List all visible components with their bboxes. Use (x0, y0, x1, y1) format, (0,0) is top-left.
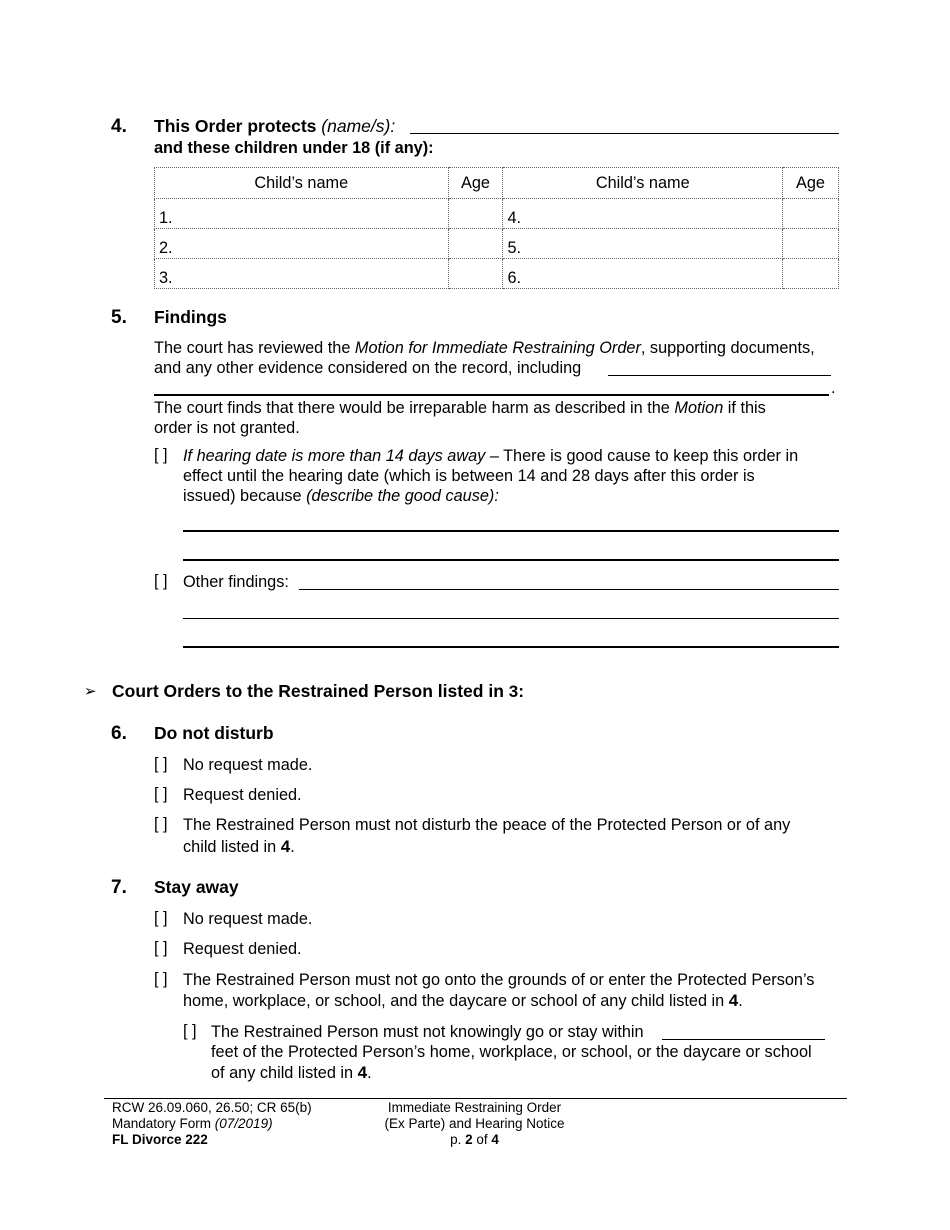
table-row (155, 229, 839, 259)
s6-denied-checkbox[interactable]: [ ] (154, 785, 168, 803)
section-4-title-bold: This Order protects (154, 116, 317, 136)
s7-no-request-label: No request made. (183, 910, 313, 928)
text: . (290, 838, 295, 856)
footer-rcw: RCW 26.09.060, 26.50; CR 65(b) (112, 1100, 312, 1115)
section-7-number: 7. (111, 877, 127, 898)
text-italic: (describe the good cause): (306, 487, 499, 505)
child-age-cell[interactable] (783, 199, 839, 229)
text-italic: Motion for Immediate Restraining Order (354, 339, 641, 357)
findings-paragraph-line2: and any other evidence considered on the record, including (154, 359, 582, 377)
text: The court finds that there would be irreparable harm as described in the (154, 399, 675, 417)
text: , supporting documents, (640, 339, 815, 357)
s7-grounds-checkbox[interactable]: [ ] (154, 970, 168, 988)
good-cause-line2: effect until the hearing date (which is between 14 and 28 days after this order is (183, 467, 755, 485)
distance-feet-line[interactable] (662, 1039, 825, 1040)
text: of (472, 1132, 492, 1147)
other-findings-checkbox[interactable]: [ ] (154, 572, 168, 590)
child-name-cell[interactable]: 4. (503, 199, 783, 229)
court-orders-heading (112, 681, 524, 702)
good-cause-line-a[interactable] (183, 530, 839, 532)
text: – There is good cause to keep this order in (485, 447, 799, 465)
child-age-cell[interactable] (783, 229, 839, 259)
text: if this (723, 399, 766, 417)
text: . (738, 992, 743, 1010)
text: issued) because (183, 487, 307, 505)
other-findings-label: Other findings: (183, 573, 289, 591)
evidence-line-2[interactable] (154, 394, 829, 396)
child-name-cell[interactable]: 6. (503, 259, 783, 289)
footer-middle (372, 1100, 577, 1148)
section-ref: 4 (728, 991, 739, 1010)
arrow-bullet-icon: ➢ (84, 683, 97, 700)
protected-names-line[interactable] (410, 133, 839, 134)
s6-disturb-line1: The Restrained Person must not disturb the peace of the Protected Person or of any (183, 816, 791, 834)
section-6-number: 6. (111, 723, 127, 744)
section-6-title: Do not disturb (154, 723, 274, 743)
child-age-cell[interactable] (783, 259, 839, 289)
current-page: 2 (465, 1132, 473, 1147)
section-4-title (154, 116, 395, 136)
section-5-title: Findings (154, 307, 227, 327)
section-4-number: 4. (111, 116, 127, 137)
total-pages: 4 (491, 1132, 499, 1147)
footer-form-subtitle: (Ex Parte) and Hearing Notice (384, 1116, 565, 1131)
s6-no-request-checkbox[interactable]: [ ] (154, 755, 168, 773)
child-age-cell[interactable] (448, 199, 503, 229)
footer-form-id: FL Divorce 222 (112, 1132, 208, 1147)
s7-grounds-line2 (183, 991, 743, 1011)
child-age-cell[interactable] (448, 229, 503, 259)
text: The court has reviewed the (154, 339, 355, 357)
text: Mandatory Form (112, 1116, 215, 1131)
section-ref: 4 (280, 837, 291, 856)
s6-denied-label: Request denied. (183, 786, 302, 804)
child-name-cell[interactable]: 2. (155, 229, 449, 259)
good-cause-line1 (183, 446, 798, 466)
text-italic: If hearing date is more than 14 days away (183, 447, 486, 465)
evidence-line-1[interactable] (608, 375, 831, 376)
section-4-title-italic: (name/s): (321, 116, 396, 136)
section-7-title: Stay away (154, 877, 239, 897)
child-name-cell[interactable]: 3. (155, 259, 449, 289)
other-findings-line-c[interactable] (183, 646, 839, 648)
good-cause-checkbox[interactable]: [ ] (154, 446, 168, 464)
text: . (367, 1064, 372, 1082)
text: of any child listed in (211, 1064, 358, 1082)
children-table (154, 167, 839, 289)
text-italic: Motion (674, 399, 724, 417)
header-age-2: Age (783, 168, 839, 199)
evidence-line-end: . (831, 379, 836, 397)
child-name-cell[interactable]: 1. (155, 199, 449, 229)
s7-denied-label: Request denied. (183, 940, 302, 958)
header-age-1: Age (448, 168, 503, 199)
footer-left (112, 1100, 312, 1148)
text: : (518, 681, 525, 701)
footer-page-number (372, 1132, 577, 1148)
text: home, workplace, or school, and the daycare or school of any child listed in (183, 992, 729, 1010)
text: Court Orders to the Restrained Person listed in (112, 681, 509, 701)
s7-no-request-checkbox[interactable]: [ ] (154, 909, 168, 927)
text: p. (450, 1132, 466, 1147)
other-findings-line-b[interactable] (183, 618, 839, 619)
findings-paragraph-line1 (154, 338, 815, 358)
section-ref: 4 (357, 1063, 368, 1082)
table-row (155, 259, 839, 289)
child-age-cell[interactable] (448, 259, 503, 289)
header-child-name-2: Child’s name (503, 168, 783, 199)
s6-no-request-label: No request made. (183, 756, 313, 774)
other-findings-line-a[interactable] (299, 589, 839, 590)
children-table-header (155, 168, 839, 199)
harm-finding-line1 (154, 398, 766, 418)
footer-form-title: Immediate Restraining Order (387, 1100, 562, 1115)
text: child listed in (183, 838, 281, 856)
s7-denied-checkbox[interactable]: [ ] (154, 939, 168, 957)
s6-disturb-line2 (183, 837, 295, 857)
s6-disturb-checkbox[interactable]: [ ] (154, 815, 168, 833)
footer-mandatory-form (112, 1116, 312, 1132)
section-ref: 3 (508, 682, 519, 701)
s7-distance-line1: The Restrained Person must not knowingly go or stay within (211, 1023, 644, 1041)
good-cause-line3 (183, 486, 499, 506)
table-row (155, 199, 839, 229)
footer-rule (104, 1098, 847, 1099)
s7-distance-checkbox[interactable]: [ ] (183, 1022, 197, 1040)
header-child-name-1: Child’s name (155, 168, 449, 199)
s7-distance-line2: feet of the Protected Person’s home, workplace, or school, or the daycare or school (211, 1043, 812, 1061)
section-4-subtitle: and these children under 18 (if any): (154, 139, 434, 157)
good-cause-line-b[interactable] (183, 559, 839, 561)
s7-grounds-line1: The Restrained Person must not go onto the grounds of or enter the Protected Person’s (183, 971, 815, 989)
child-name-cell[interactable]: 5. (503, 229, 783, 259)
s7-distance-line3 (211, 1063, 372, 1083)
text-italic: (07/2019) (214, 1116, 273, 1131)
section-5-number: 5. (111, 307, 127, 328)
harm-finding-line2: order is not granted. (154, 419, 300, 437)
